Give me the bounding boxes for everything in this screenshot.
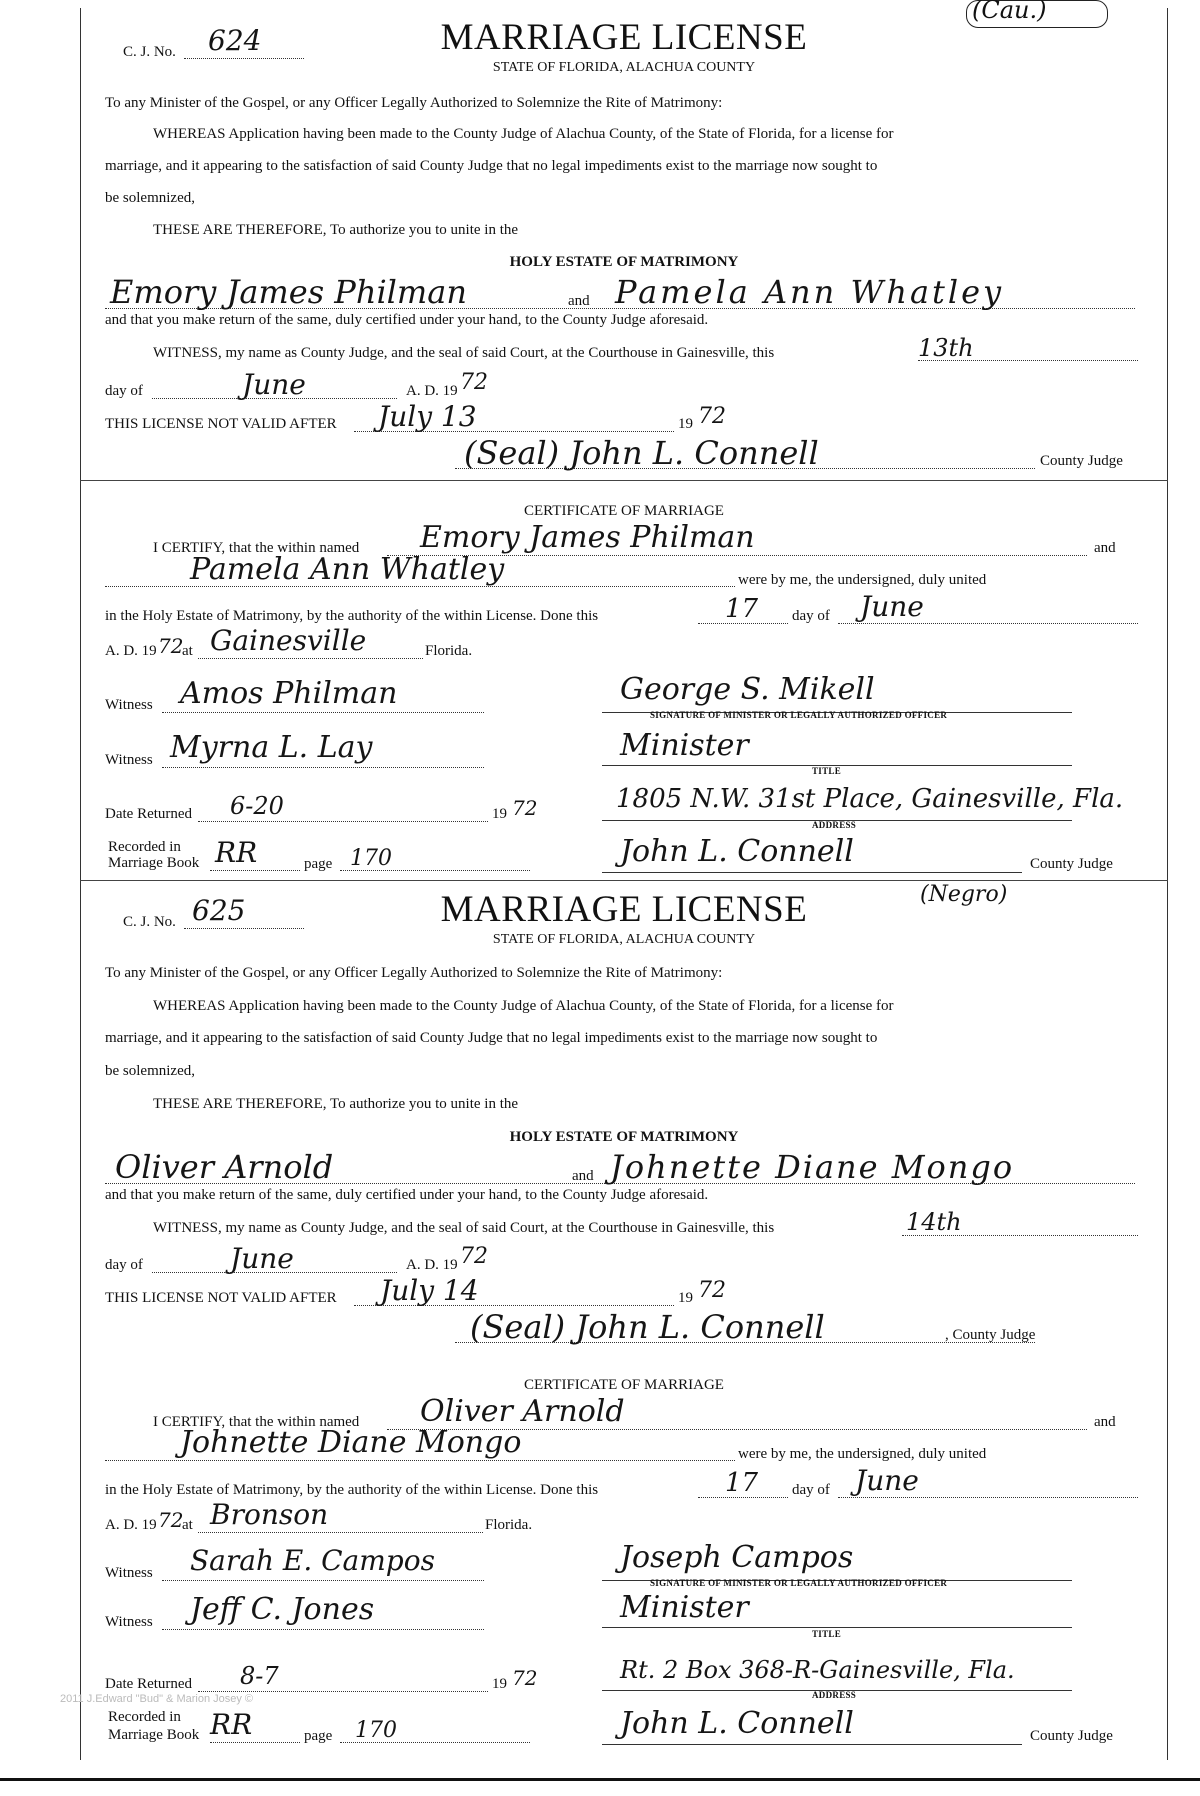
cj-label: C. J. No.: [123, 44, 176, 60]
officer-title: Minister: [620, 728, 749, 763]
cj-number: 624: [208, 24, 262, 57]
license-year: 72: [460, 370, 488, 395]
recorded-judge-signature: John L. Connell: [620, 834, 854, 869]
certificate-title: CERTIFICATE OF MARRIAGE: [524, 1377, 724, 1393]
officer-address: 1805 N.W. 31st Place, Gainesville, Fla.: [616, 784, 1124, 814]
certificate-title: CERTIFICATE OF MARRIAGE: [524, 503, 724, 519]
marriage-place: Bronson: [210, 1498, 329, 1531]
not-valid-date: July 13: [378, 400, 477, 433]
witness-2: Jeff C. Jones: [190, 1592, 375, 1627]
cert-groom: Oliver Arnold: [420, 1394, 625, 1429]
book-page: 170: [355, 1718, 397, 1743]
date-returned: 8-7: [240, 1662, 279, 1690]
cert-groom: Emory James Philman: [420, 520, 755, 555]
watermark: 2011 J.Edward "Bud" & Marion Josey ©: [60, 1693, 254, 1705]
groom-name: Oliver Arnold: [115, 1148, 334, 1186]
corner-note: (Cau.): [972, 0, 1047, 24]
corner-note: (Negro): [920, 882, 1008, 907]
license-month: June: [242, 368, 306, 401]
done-year: 72: [158, 634, 184, 658]
not-valid-year: 72: [698, 404, 726, 429]
cj-label: C. J. No.: [123, 914, 176, 930]
groom-name: Emory James Philman: [110, 273, 467, 311]
judge-seal-signature: (Seal) John L. Connell: [464, 434, 819, 472]
witness-2: Myrna L. Lay: [170, 730, 373, 765]
recorded-judge-signature: John L. Connell: [620, 1706, 854, 1741]
license-title: MARRIAGE LICENSE: [440, 889, 808, 930]
done-year: 72: [158, 1508, 184, 1532]
license-day: 14th: [906, 1208, 962, 1236]
officer-address: Rt. 2 Box 368-R-Gainesville, Fla.: [620, 1656, 1015, 1684]
license-month: June: [230, 1242, 294, 1275]
returned-year: 72: [512, 1666, 538, 1690]
done-day: 17: [725, 594, 759, 624]
license-subtitle: STATE OF FLORIDA, ALACHUA COUNTY: [492, 60, 756, 75]
date-returned: 6-20: [230, 792, 284, 820]
license-day: 13th: [918, 334, 974, 362]
officer-title: Minister: [620, 1590, 749, 1625]
done-month: June: [855, 1464, 919, 1497]
cert-bride: Pamela Ann Whatley: [190, 552, 505, 587]
witness-1: Amos Philman: [180, 676, 398, 711]
cert-bride: Johnette Diane Mongo: [180, 1425, 522, 1460]
bottom-rule: [0, 1778, 1200, 1781]
license-year: 72: [460, 1244, 488, 1269]
not-valid-year: 72: [698, 1278, 726, 1303]
marriage-place: Gainesville: [210, 624, 367, 657]
bride-name: Pamela Ann Whatley: [615, 273, 1005, 311]
witness-1: Sarah E. Campos: [190, 1544, 435, 1577]
license-subtitle: STATE OF FLORIDA, ALACHUA COUNTY: [492, 932, 756, 947]
done-day: 17: [725, 1468, 759, 1498]
returned-year: 72: [512, 796, 538, 820]
marriage-book: RR: [215, 836, 258, 869]
bride-name: Johnette Diane Mongo: [610, 1148, 1015, 1186]
book-page: 170: [350, 846, 392, 871]
officer-signature: George S. Mikell: [620, 672, 875, 707]
not-valid-date: July 14: [380, 1274, 479, 1307]
officer-signature: Joseph Campos: [620, 1540, 854, 1575]
cj-number: 625: [192, 894, 246, 927]
done-month: June: [860, 590, 924, 623]
judge-seal-signature: (Seal) John L. Connell: [470, 1308, 825, 1346]
license-title: MARRIAGE LICENSE: [440, 17, 808, 58]
marriage-book: RR: [210, 1708, 253, 1741]
